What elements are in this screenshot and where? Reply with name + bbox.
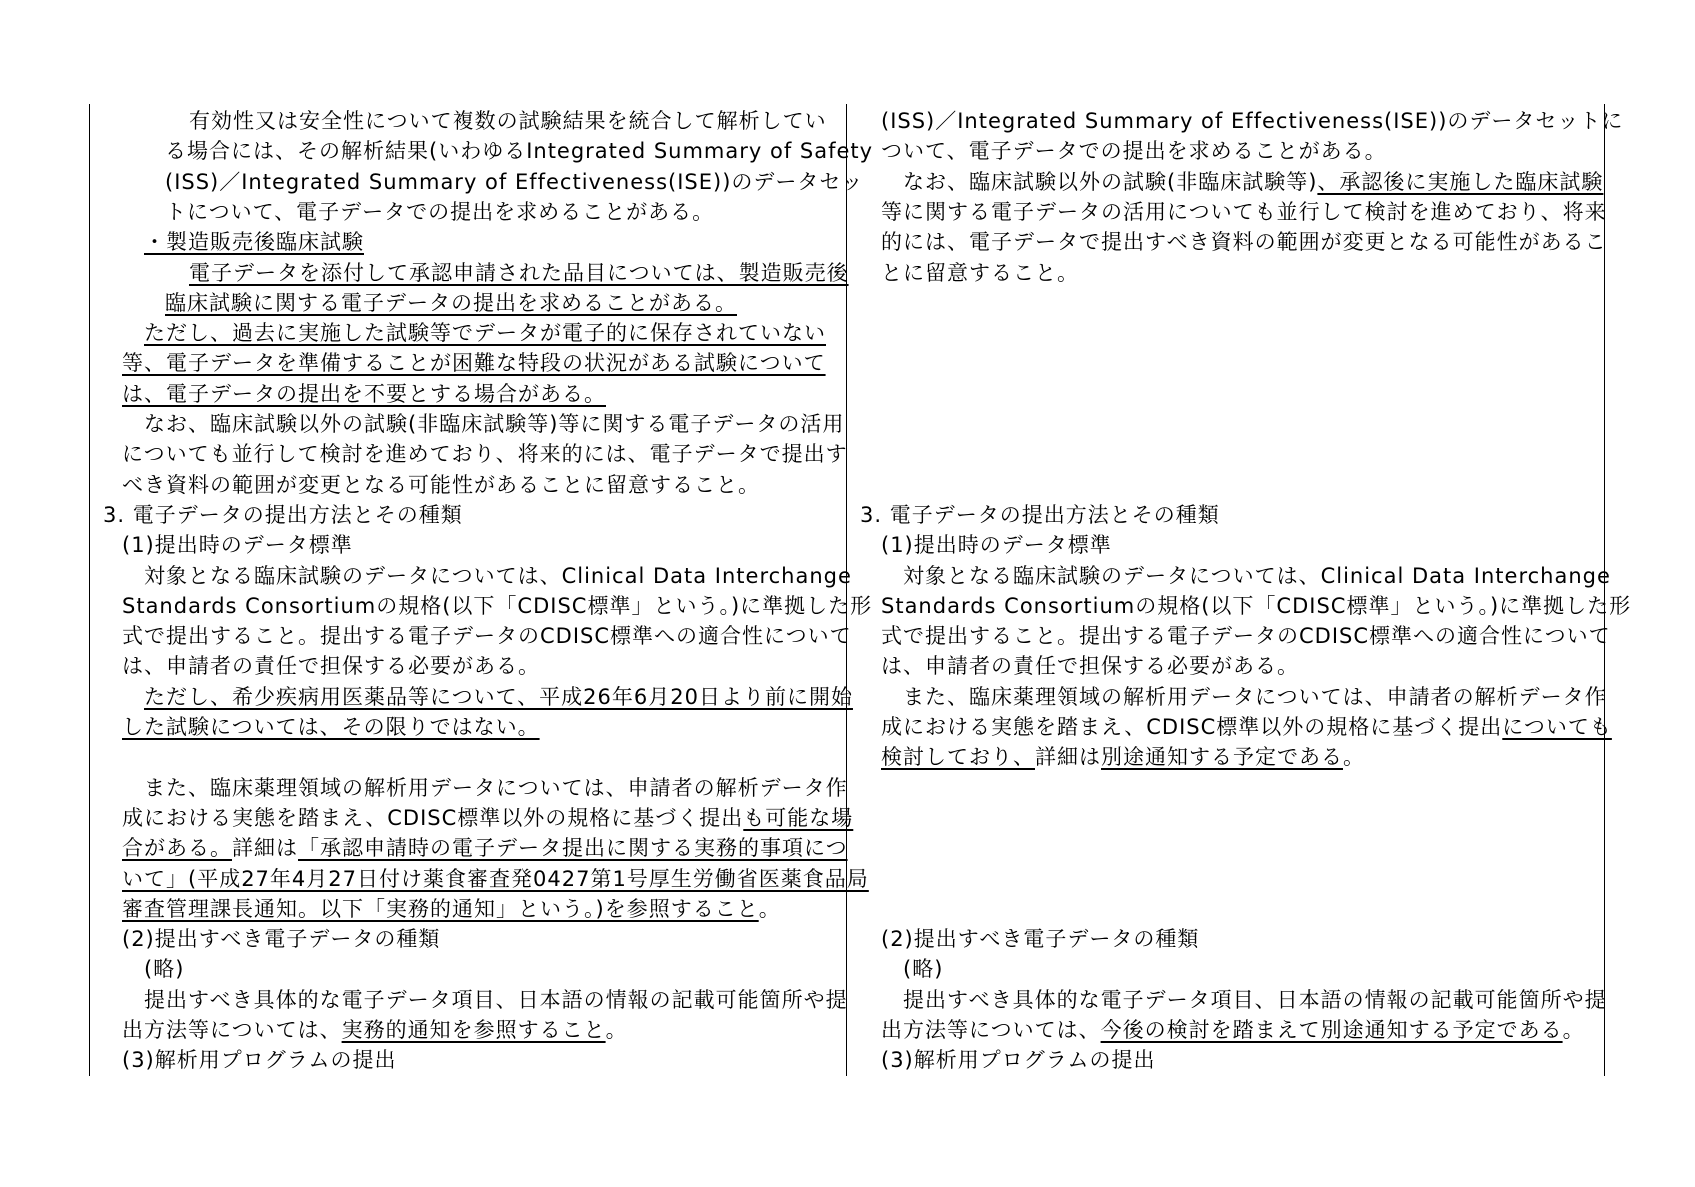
text-line (903, 561, 1611, 591)
text-line (165, 167, 863, 197)
text-line (881, 621, 1611, 651)
text-segment: は、申請者の責任で担保する必要がある。 (881, 654, 1299, 679)
text-segment: 的には、電子データで提出すべき資料の範囲が変更となる可能性があるこ (881, 230, 1607, 255)
text-segment: (1)提出時のデータ標準 (122, 533, 353, 558)
text-line (881, 136, 1387, 166)
underlined-text-segment: 今後の検討を踏まえて別途通知する予定である (1100, 1018, 1563, 1042)
text-segment: 対象となる臨床試験のデータについては、Clinical Data Interchange (144, 563, 852, 588)
text-line (165, 197, 714, 227)
text-segment: 。 (1343, 745, 1365, 770)
text-segment: (1)提出時のデータ標準 (881, 533, 1112, 558)
text-line (903, 167, 1603, 197)
text-line (122, 470, 760, 500)
underlined-text-segment: いて」(平成27年4月27日付け薬食審査発0427第1号厚生労働省医薬食品局 (122, 866, 869, 891)
text-line (122, 1015, 628, 1045)
underlined-text-segment: した試験については、その限りではない。 (122, 715, 540, 739)
text-segment: は、申請者の責任で担保する必要がある。 (122, 654, 540, 679)
underlined-text-segment: ただし、過去に実施した試験等でデータが電子的に保存されていない (144, 321, 826, 346)
text-line (903, 954, 943, 984)
text-line (103, 500, 463, 530)
text-line (122, 833, 848, 863)
text-segment: なお、臨床試験以外の試験(非臨床試験等)等に関する電子データの活用 (144, 412, 845, 436)
text-segment: 。 (605, 1018, 628, 1042)
text-line (122, 621, 852, 651)
text-segment: また、臨床薬理領域の解析用データについては、申請者の解析データ作 (144, 775, 848, 800)
text-segment: 成における実態を踏まえ、CDISC標準以外の規格に基づく提出 (122, 805, 744, 830)
text-line (144, 409, 844, 439)
text-segment: とに留意すること。 (881, 260, 1079, 285)
underlined-text-segment: 検討しており、 (881, 745, 1035, 770)
underlined-text-segment: 等、電子データを準備することが困難な特段の状況がある試験について (122, 351, 826, 376)
text-segment: 詳細は (232, 836, 298, 861)
text-segment: Standards Consortiumの規格(以下「CDISC標準」という。)に準拠した形 (122, 593, 873, 618)
text-segment: (3)解析用プログラムの提出 (122, 1048, 397, 1073)
text-line (881, 106, 1623, 136)
text-segment: 出方法等については、 (881, 1018, 1101, 1042)
underlined-text-segment: も可能な場 (743, 805, 854, 830)
text-segment: なお、臨床試験以外の試験(非臨床試験等) (903, 169, 1318, 194)
text-segment: (略) (144, 957, 185, 982)
text-line (144, 682, 853, 712)
text-line (881, 712, 1612, 742)
text-line (144, 773, 848, 803)
text-line (122, 439, 848, 469)
text-line (881, 1045, 1156, 1075)
text-line (881, 530, 1112, 560)
text-line (122, 379, 606, 409)
text-segment: 成における実態を踏まえ、CDISC標準以外の規格に基づく提出 (881, 715, 1503, 739)
text-segment: Standards Consortiumの規格(以下「CDISC標準」という。)に準拠した形 (881, 593, 1632, 618)
underlined-text-segment: 実務的通知を参照すること (341, 1018, 606, 1042)
text-line (122, 924, 440, 954)
text-segment: る場合には、その解析結果(いわゆるIntegrated Summary of Safety (165, 139, 874, 164)
text-line (122, 651, 540, 681)
text-line (903, 682, 1607, 712)
underlined-text-segment: は、電子データの提出を不要とする場合がある。 (122, 381, 606, 406)
text-line (860, 500, 1220, 530)
text-line (165, 136, 873, 166)
text-line (144, 985, 848, 1015)
text-line (144, 227, 364, 257)
text-line (881, 258, 1079, 288)
text-line (122, 803, 853, 833)
text-segment: (2)提出すべき電子データの種類 (122, 927, 441, 952)
text-line (189, 106, 827, 136)
text-segment: ついて、電子データでの提出を求めることがある。 (881, 139, 1387, 164)
underlined-text-segment: 審査管理課長通知。以下「実務的通知」という。)を参照すること (122, 896, 759, 921)
text-segment: (3)解析用プログラムの提出 (881, 1048, 1156, 1073)
underlined-text-segment: ・製造販売後臨床試験 (144, 230, 364, 255)
text-line (881, 651, 1299, 681)
text-line (122, 712, 540, 742)
text-line (122, 1045, 397, 1075)
text-segment: (ISS)／Integrated Summary of Effectiveness(ISE))のデータセットに (881, 109, 1624, 133)
text-line (881, 227, 1607, 257)
underlined-text-segment: ただし、希少疾病用医薬品等について、平成26年6月20日より前に開始 (144, 684, 853, 709)
text-segment: 有効性又は安全性について複数の試験結果を統合して解析してい (189, 109, 827, 133)
text-line (144, 954, 184, 984)
underlined-text-segment: 「承認申請時の電子データ提出に関する実務的事項につ (298, 836, 848, 861)
text-line (122, 530, 353, 560)
text-segment: 。 (758, 896, 781, 921)
underlined-text-segment: についても (1502, 715, 1612, 739)
underlined-text-segment: 臨床試験に関する電子データの提出を求めることがある。 (165, 290, 737, 315)
text-segment: 3. 電子データの提出方法とその種類 (860, 502, 1220, 527)
text-line (881, 197, 1607, 227)
text-segment: 式で提出すること。提出する電子データのCDISC標準への適合性について (881, 624, 1611, 649)
text-segment: べき資料の範囲が変更となる可能性があることに留意すること。 (122, 472, 760, 497)
underlined-text-segment: 合がある。 (122, 836, 232, 861)
text-segment: 等に関する電子データの活用についても並行して検討を進めており、将来 (881, 199, 1607, 224)
text-segment: (ISS)／Integrated Summary of Effectiveness(ISE))のデータセッ (165, 169, 864, 194)
text-line (144, 561, 852, 591)
underlined-text-segment: 電子データを添付して承認申請された品目については、製造販売後 (189, 260, 849, 285)
text-line (122, 591, 872, 621)
left-border-line (89, 104, 90, 1076)
text-segment: トについて、電子データでの提出を求めることがある。 (165, 199, 715, 224)
text-line (122, 864, 869, 894)
text-segment: 対象となる臨床試験のデータについては、Clinical Data Interchange (903, 563, 1611, 588)
text-line (144, 318, 826, 348)
text-segment: 。 (1562, 1018, 1585, 1042)
text-line (122, 894, 781, 924)
text-line (122, 348, 826, 378)
text-segment: 3. 電子データの提出方法とその種類 (103, 502, 463, 527)
text-segment: についても並行して検討を進めており、将来的には、電子データで提出す (122, 442, 848, 467)
underlined-text-segment: 別途通知する予定である (1101, 745, 1343, 770)
text-segment: (2)提出すべき電子データの種類 (881, 927, 1200, 952)
underlined-text-segment: 、承認後に実施した臨床試験 (1317, 169, 1604, 194)
text-segment: 式で提出すること。提出する電子データのCDISC標準への適合性について (122, 624, 852, 649)
text-segment: 詳細は (1035, 745, 1101, 770)
text-line (881, 742, 1365, 772)
text-segment: 出方法等については、 (122, 1018, 342, 1042)
text-line (189, 258, 849, 288)
text-line (165, 288, 737, 318)
text-segment: また、臨床薬理領域の解析用データについては、申請者の解析データ作 (903, 684, 1607, 709)
text-line (881, 1015, 1585, 1045)
text-line (881, 924, 1199, 954)
text-segment: 提出すべき具体的な電子データ項目、日本語の情報の記載可能箇所や提 (144, 987, 848, 1012)
text-line (881, 591, 1631, 621)
text-line (903, 985, 1607, 1015)
text-segment: 提出すべき具体的な電子データ項目、日本語の情報の記載可能箇所や提 (903, 987, 1607, 1012)
text-segment: (略) (903, 957, 944, 982)
